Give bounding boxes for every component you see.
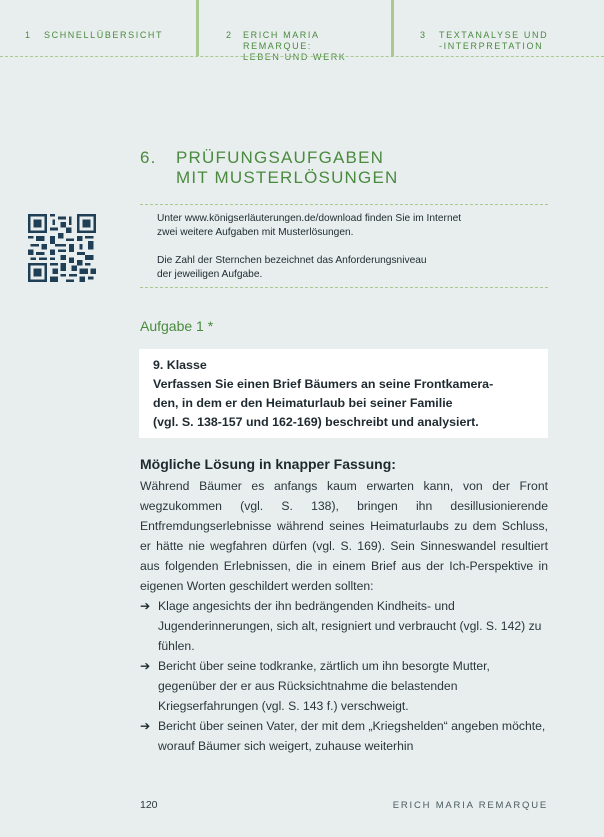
list-item: ➔ Klage angesichts der ihn bedrängenden Kindheits- und Jugenderinnerungen, sich alt, resigniert und verbraucht (vgl. S. 142) zu fühlen. — [140, 596, 548, 656]
aufgabe-title: Aufgabe 1 * — [140, 318, 214, 334]
solution-paragraph: Während Bäumer es anfangs kaum erwarten kann, von der Front wegzukommen (vgl. S. 138), bringen ihn desillusionierende Entfremdungserlebnisse während seines Heimaturlaubs zu dem Schluss, er hätte nie wegfahren dürfen (vgl. S. 169). Sein Sinneswandel resultiert aus folgenden Erlebnissen, die in einem Brief aus der Ich-Perspektive in eigenen Worten geschildert werden sollten: — [140, 479, 548, 593]
chapter-title: PRÜFUNGSAUFGABEN MIT MUSTERLÖSUNGEN — [176, 148, 399, 187]
task-grade: 9. Klasse — [153, 358, 207, 372]
footer-author: ERICH MARIA REMARQUE — [392, 800, 548, 811]
info-download-text: Unter www.königserläuterungen.de/download finden Sie im Internet zwei weitere Aufgaben mit Musterlösungen. — [157, 213, 462, 238]
task-line: den, in dem er den Heimaturlaub bei seiner Familie — [153, 396, 453, 410]
list-item: ➔ Bericht über seinen Vater, der mit dem „Kriegshelden“ angeben möchte, worauf Bäumer sich weigert, zuhause weiterhin — [140, 716, 548, 756]
chapter-navigation — [0, 0, 604, 62]
tab-label: SCHNELLÜBERSICHT — [44, 30, 164, 40]
tab-number: 1 — [25, 30, 32, 40]
task-line: Verfassen Sie einen Brief Bäumers an seine Frontkamera- — [153, 377, 494, 391]
task-box — [139, 349, 548, 438]
qr-code-icon[interactable] — [28, 214, 96, 282]
arrow-right-icon: ➔ — [140, 719, 151, 733]
divider-bottom — [140, 287, 548, 288]
tab-label: TEXTANALYSE UND -INTERPRETATION — [439, 30, 549, 51]
page-number: 120 — [140, 799, 158, 811]
info-stars-text: Die Zahl der Sternchen bezeichnet das Anforderungsniveau der jeweiligen Aufgabe. — [157, 255, 427, 280]
tab-number: 2 — [226, 30, 233, 40]
task-line: (vgl. S. 138-157 und 162-169) beschreibt und analysiert. — [153, 415, 479, 429]
tab-textanalyse[interactable] — [394, 0, 604, 54]
list-item: ➔ Bericht über seine todkranke, zärtlich um ihn besorgte Mutter, gegenüber der er aus Rücksichtnahme die belastenden Kriegserfahrungen (vgl. S. 143 f.) verschweigt. — [140, 656, 548, 716]
chapter-number: 6. — [140, 148, 157, 167]
tab-schnelluebersicht[interactable] — [0, 0, 196, 54]
arrow-right-icon: ➔ — [140, 599, 151, 613]
arrow-right-icon: ➔ — [140, 659, 151, 673]
tab-leben-und-werk[interactable] — [199, 0, 391, 62]
solution-title: Mögliche Lösung in knapper Fassung: — [140, 456, 396, 472]
tab-label: ERICH MARIA REMARQUE: LEBEN UND WERK — [243, 30, 347, 62]
tab-number: 3 — [420, 30, 427, 40]
divider-top — [140, 204, 548, 205]
solution-body — [140, 476, 548, 756]
nav-dashed-line — [0, 56, 604, 57]
